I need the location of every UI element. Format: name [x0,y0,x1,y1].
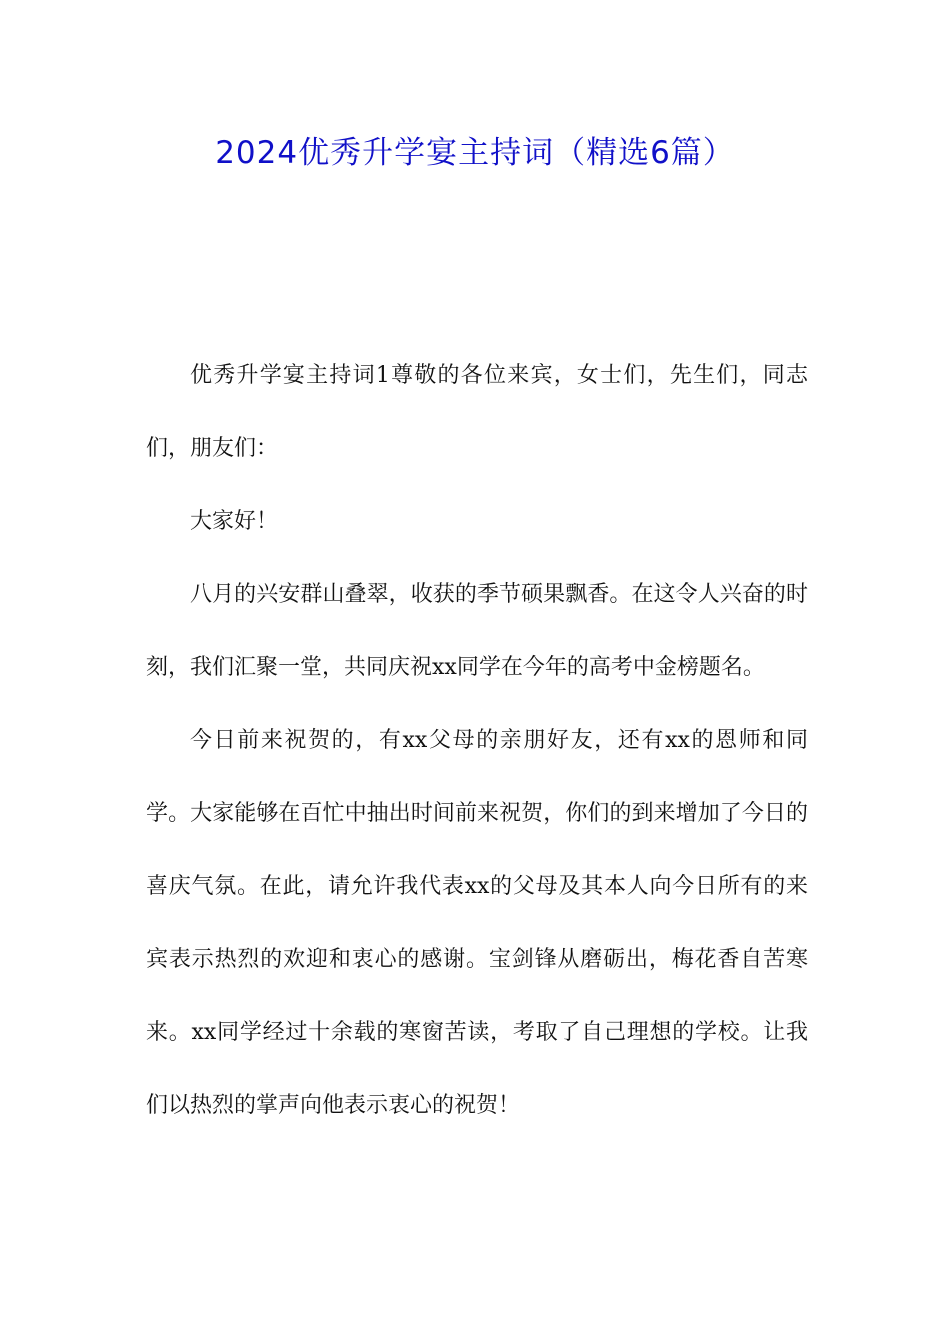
document-title: 2024优秀升学宴主持词（精选6篇） [215,135,735,171]
paragraph-greeting: 优秀升学宴主持词1尊敬的各位来宾，女士们，先生们，同志们，朋友们： [146,363,808,461]
document-body [146,339,808,1142]
paragraph-hello: 大家好！ [190,509,279,534]
paragraph-august: 八月的兴安群山叠翠，收获的季节硕果飘香。在这令人兴奋的时刻，我们汇聚一堂，共同庆祝xx同学在今年的高考中金榜题名。 [146,582,808,680]
paragraph-guests: 今日前来祝贺的，有xx父母的亲朋好友，还有xx的恩师和同学。大家能够在百忙中抽出时间前来祝贺，你们的到来增加了今日的喜庆气氛。在此，请允许我代表xx的父母及其本人向今日所有的来宾表示热烈的欢迎和衷心的感谢。宝剑锋从磨砺出，梅花香自苦寒来。xx同学经过十余载的寒窗苦读，考取了自己理想的学校。让我们以热烈的掌声向他表示衷心的祝贺！ [146,728,808,1118]
